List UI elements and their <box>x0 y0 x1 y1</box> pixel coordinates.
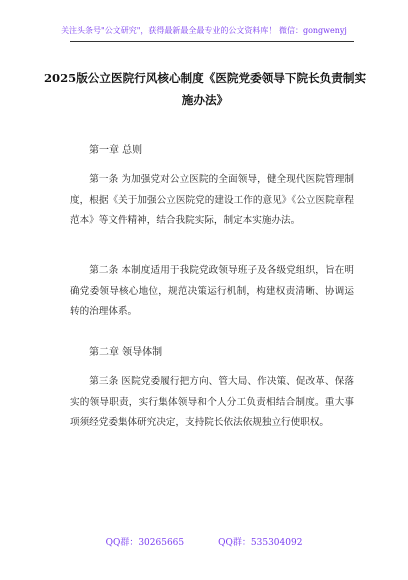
chapter-heading-2: 第二章 领导体制 <box>89 347 163 358</box>
header-divider <box>70 41 354 42</box>
article-2: 第二条 本制度适用于我院党政领导班子及各级党组织，旨在明确党委领导核心地位，规范决策运行机制，构建权责清晰、协调运转的治理体系。 <box>70 265 354 317</box>
footer-qq-group-1: QQ群：30265665 <box>105 538 185 548</box>
footer-contact <box>0 535 408 548</box>
footer-qq-group-2: QQ群：535304092 <box>218 538 303 548</box>
header-banner: 关注头条号"公文研究"，获得最新最全最专业的公文资料库！ 微信：gongwenyj <box>61 26 347 35</box>
document-title: 2025版公立医院行风核心制度《医院党委领导下院长负责制实施办法》 <box>43 71 367 107</box>
chapter-heading-1: 第一章 总则 <box>89 145 143 156</box>
article-1: 第一条 为加强党对公立医院的全面领导，健全现代医院管理制度，根据《关于加强公立医院党的建设工作的意见》《公立医院章程范本》等文件精神，结合我院实际，制定本实施办法。 <box>70 174 354 226</box>
article-3: 第三条 医院党委履行把方向、管大局、作决策、促改革、保落实的领导职责，实行集体领导和个人分工负责相结合制度。重大事项须经党委集体研究决定，支持院长依法依规独立行使职权。 <box>70 376 354 428</box>
